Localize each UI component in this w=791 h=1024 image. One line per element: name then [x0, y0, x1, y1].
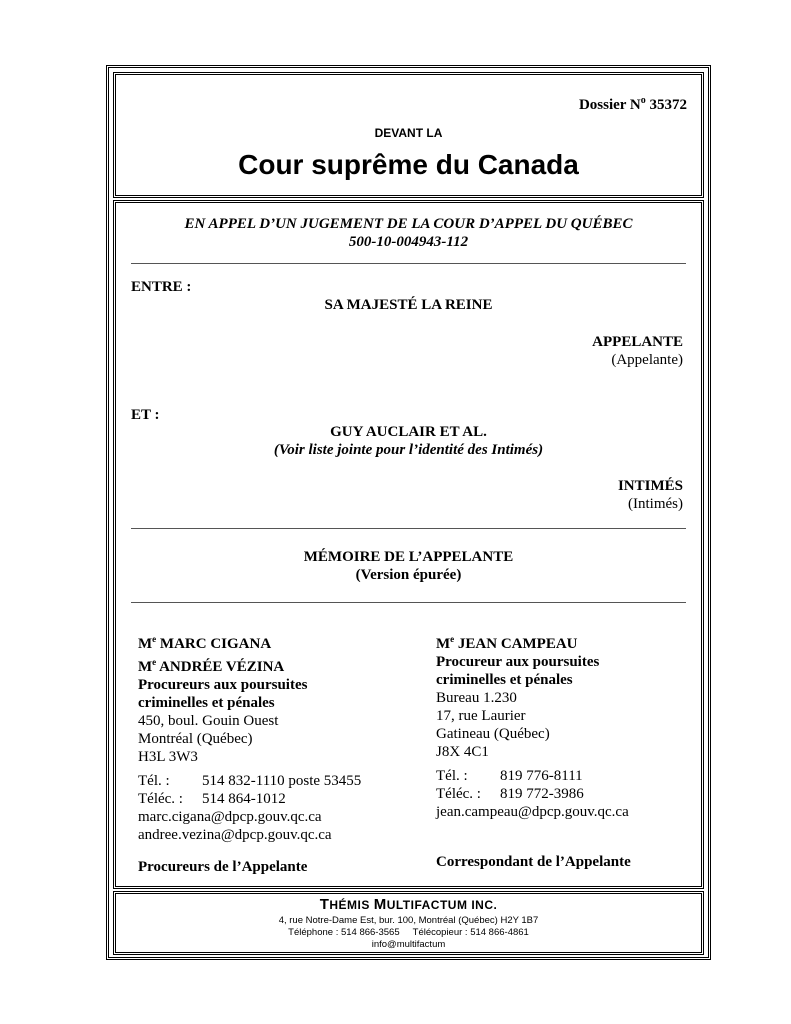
respondent-note: (Voir liste jointe pour l’identité des Intimés): [273, 442, 544, 458]
publisher-name: THÉMIS MULTIFACTUM INC.: [319, 896, 498, 913]
counsel-fax: Téléc. : 514 864-1012: [138, 791, 286, 807]
court-title: Cour suprême du Canada: [238, 149, 579, 180]
publisher-email[interactable]: info@multifactum: [371, 939, 446, 950]
devant-la: DEVANT LA: [374, 126, 443, 140]
counsel-address: Gatineau (Québec): [436, 726, 550, 742]
et-label: ET :: [131, 407, 160, 423]
counsel-address: 450, boul. Gouin Ouest: [138, 713, 279, 729]
counsel-email[interactable]: jean.campeau@dpcp.gouv.qc.ca: [436, 804, 629, 820]
dossier-label: Dossier N: [578, 97, 641, 113]
counsel-name: Me ANDRÉE VÉZINA: [138, 657, 285, 675]
left-counsel-block: [138, 630, 361, 876]
publisher-address: 4, rue Notre-Dame Est, bur. 100, Montréal (Québec) H2Y 1B7: [278, 915, 539, 926]
appellant-role: APPELANTE: [592, 334, 683, 350]
main-body: [113, 200, 704, 889]
publisher-phones: Téléphone : 514 866-3565 Télécopieur : 514 866-4861: [288, 927, 529, 938]
respondent-role: INTIMÉS: [617, 478, 683, 494]
dossier-value: 35372: [645, 97, 687, 113]
counsel-phone: Tél. : 819 776-8111: [436, 768, 583, 784]
appellant-role-paren: (Appelante): [611, 352, 683, 368]
counsel-office: criminelles et pénales: [138, 695, 275, 711]
counsel-phone: Tél. : 514 832-1110 poste 53455: [138, 773, 362, 789]
counsel-role: Procureurs de l’Appelante: [138, 859, 308, 875]
divider: [131, 528, 686, 529]
memoire-subtitle: (Version épurée): [355, 567, 462, 583]
counsel-address: J8X 4C1: [436, 744, 489, 760]
counsel-address: Montréal (Québec): [138, 731, 253, 747]
court-header: [113, 72, 704, 198]
memoire-title: MÉMOIRE DE L’APPELANTE: [303, 549, 514, 565]
appeal-line: EN APPEL D’UN JUGEMENT DE LA COUR D’APPEL DU QUÉBEC: [184, 216, 633, 232]
respondent-role-paren: (Intimés): [628, 496, 683, 512]
counsel-address: 17, rue Laurier: [436, 708, 526, 724]
counsel-role: Correspondant de l’Appelante: [436, 854, 631, 870]
counsel-name: Me MARC CIGANA: [138, 634, 272, 652]
cover-frame: [106, 65, 711, 960]
right-counsel-block: [436, 630, 631, 871]
appeal-file-number: 500-10-004943-112: [348, 234, 469, 250]
appellant-name: SA MAJESTÉ LA REINE: [324, 297, 493, 313]
counsel-address: H3L 3W3: [138, 749, 198, 765]
divider: [131, 602, 686, 603]
counsel-office: criminelles et pénales: [436, 672, 573, 688]
entre-label: ENTRE :: [131, 279, 192, 295]
divider: [131, 263, 686, 264]
dossier-number: [579, 95, 687, 114]
counsel-office: Procureur aux poursuites: [436, 654, 600, 670]
counsel-email[interactable]: marc.cigana@dpcp.gouv.qc.ca: [138, 809, 322, 825]
counsel-fax: Téléc. : 819 772-3986: [436, 786, 584, 802]
counsel-name: Me JEAN CAMPEAU: [436, 634, 578, 652]
publisher-footer: [113, 891, 704, 955]
respondent-name: GUY AUCLAIR ET AL.: [330, 424, 487, 440]
dossier-sup: o: [640, 95, 646, 106]
counsel-address: Bureau 1.230: [436, 690, 517, 706]
counsel-office: Procureurs aux poursuites: [138, 677, 308, 693]
counsel-email[interactable]: andree.vezina@dpcp.gouv.qc.ca: [138, 827, 332, 843]
